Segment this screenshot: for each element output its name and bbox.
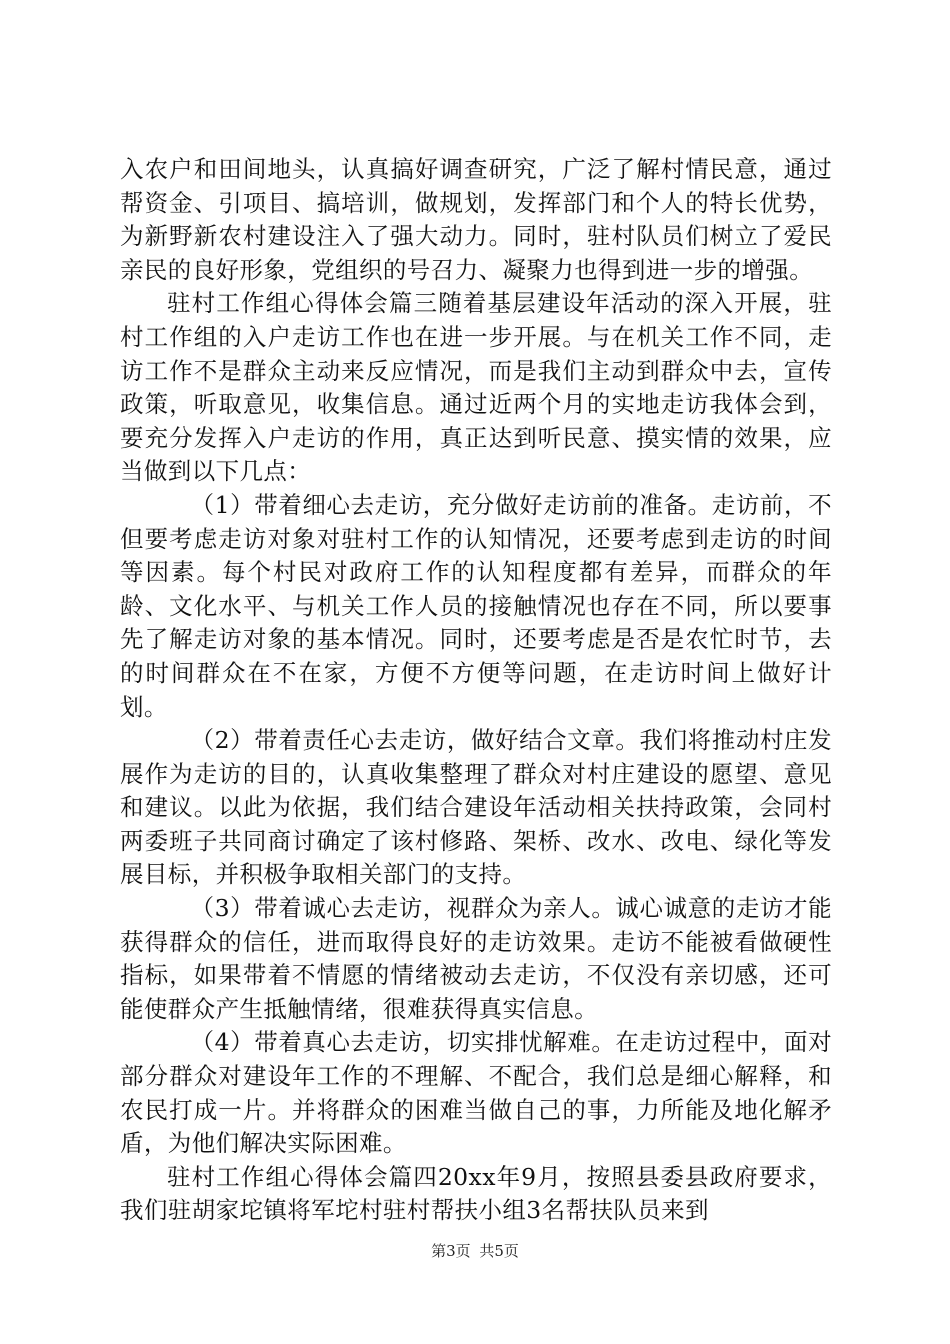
list-item-paragraph: （3）带着诚心去走访，视群众为亲人。诚心诚意的走访才能获得群众的信任，进而取得良好的走访效果。走访不能被看做硬性指标，如果带着不情愿的情绪被动去走访，不仅没有亲切感，还可能使群众产生抵触情绪，很难获得真实信息。: [120, 894, 832, 1023]
page-footer: [0, 1240, 950, 1261]
page-number: 第3页: [431, 1242, 471, 1260]
paragraph: 驻村工作组心得体会篇三随着基层建设年活动的深入开展，驻村工作组的入户走访工作也在进一步开展。与在机关工作不同，走访工作不是群众主动来反应情况，而是我们主动到群众中去，宣传政策，听取意见，收集信息。通过近两个月的实地走访我体会到，要充分发挥入户走访的作用，真正达到听民意、摸实情的效果，应当做到以下几点：: [120, 289, 832, 486]
list-item-paragraph: （1）带着细心去走访，充分做好走访前的准备。走访前，不但要考虑走访对象对驻村工作的认知情况，还要考虑到走访的时间等因素。每个村民对政府工作的认知程度都有差异，而群众的年龄、文化水平、与机关工作人员的接触情况也存在不同，所以要事先了解走访对象的基本情况。同时，还要考虑是否是农忙时节，去的时间群众在不在家，方便不方便等问题，在走访时间上做好计划。: [120, 490, 832, 721]
list-item-paragraph: （4）带着真心去走访，切实排忧解难。在走访过程中，面对部分群众对建设年工作的不理解、不配合，我们总是细心解释，和农民打成一片。并将群众的困难当做自己的事，力所能及地化解矛盾，为他们解决实际困难。: [120, 1028, 832, 1158]
paragraph: 驻村工作组心得体会篇四20xx年9月，按照县委县政府要求，我们驻胡家坨镇将军坨村驻村帮扶小组3名帮扶队员来到: [120, 1162, 832, 1225]
document-body: [120, 153, 832, 1228]
paragraph: 入农户和田间地头，认真搞好调查研究，广泛了解村情民意，通过帮资金、引项目、搞培训，做规划，发挥部门和个人的特长优势，为新野新农村建设注入了强大动力。同时，驻村队员们树立了爱民亲民的良好形象，党组织的号召力、凝聚力也得到进一步的增强。: [120, 155, 832, 284]
page-total: 共5页: [479, 1242, 519, 1260]
list-item-paragraph: （2）带着责任心去走访，做好结合文章。我们将推动村庄发展作为走访的目的，认真收集整理了群众对村庄建设的愿望、意见和建议。以此为依据，我们结合建设年活动相关扶持政策，会同村两委班子共同商讨确定了该村修路、架桥、改水、改电、绿化等发展目标，并积极争取相关部门的支持。: [120, 726, 832, 889]
